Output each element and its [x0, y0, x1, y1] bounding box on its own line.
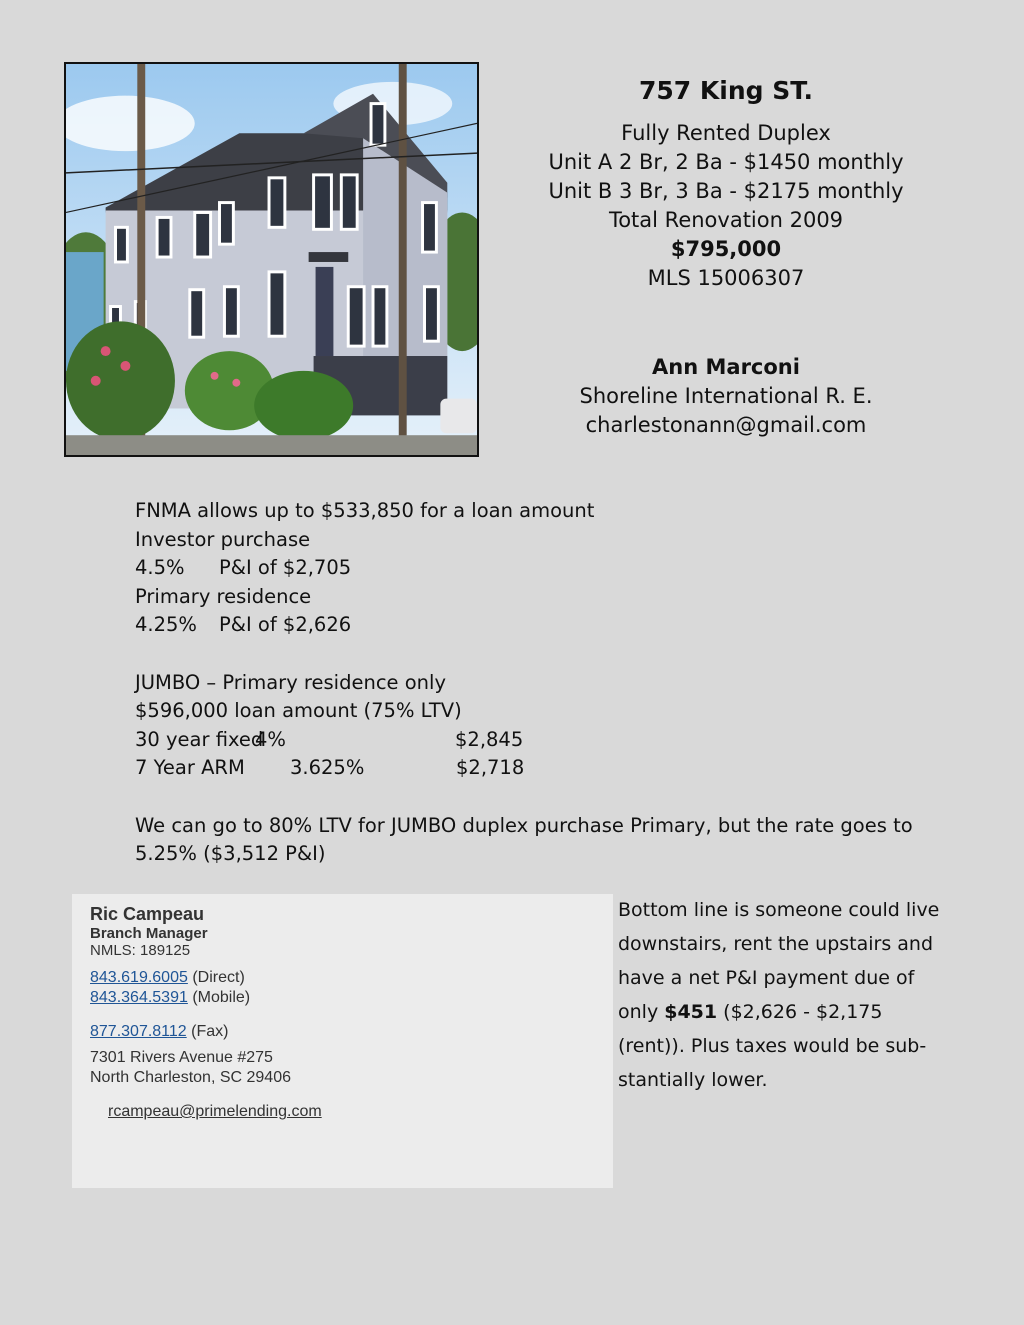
listing-info: [500, 76, 952, 440]
phone-direct-row: [90, 968, 595, 988]
agent-info: [500, 353, 952, 440]
note-calc: ($2,626 - $2,175: [717, 1001, 883, 1023]
fixed-label: 30 year fixed: [135, 727, 264, 751]
primary-rate-row: [135, 611, 915, 640]
primary-rate: 4.25%: [135, 613, 197, 637]
net-payment-amount: $451: [664, 1001, 718, 1023]
note-line: [618, 995, 958, 1029]
listing-line: Total Renovation 2009: [608, 208, 844, 232]
fnma-line: FNMA allows up to $533,850 for a loan amount: [135, 499, 595, 522]
investor-label: Investor purchase: [135, 527, 311, 551]
primary-pi: P&I of $2,626: [219, 613, 352, 637]
listing-line: Unit A 2 Br, 2 Ba - $1450 monthly: [548, 150, 904, 174]
officer-title: Branch Manager: [90, 925, 208, 942]
note-line: stantially lower.: [618, 1069, 768, 1091]
arm-label: 7 Year ARM: [135, 756, 245, 780]
agent-company: Shoreline International R. E.: [579, 384, 873, 408]
listing-line: Unit B 3 Br, 3 Ba - $2175 monthly: [548, 179, 904, 203]
phone-mobile-link[interactable]: 843.364.5391: [90, 989, 188, 1006]
address-line1: 7301 Rivers Avenue #275: [90, 1049, 273, 1066]
phone-mobile-label: (Mobile): [192, 989, 251, 1006]
note-line: downstairs, rent the upstairs and: [618, 933, 934, 955]
phone-direct-link[interactable]: 843.619.6005: [90, 969, 188, 986]
note-line: have a net P&I payment due of: [618, 967, 915, 989]
ltv-note-line2: 5.25% ($3,512 P&I): [135, 842, 326, 866]
address-line2: North Charleston, SC 29406: [90, 1069, 291, 1086]
primary-label: Primary residence: [135, 584, 312, 608]
jumbo-title: JUMBO – Primary residence only: [135, 670, 446, 694]
officer-nmls: NMLS: 189125: [90, 942, 191, 959]
spacer: [135, 783, 915, 812]
listing-line: Fully Rented Duplex: [621, 121, 831, 145]
phone-mobile-row: [90, 988, 595, 1008]
investor-rate-row: [135, 554, 915, 583]
listing-price: $795,000: [670, 237, 782, 261]
arm-rate: 3.625%: [290, 756, 365, 780]
bottom-line-note: [618, 893, 958, 1097]
jumbo-amount: $596,000 loan amount (75% LTV): [135, 699, 462, 723]
spacer: [135, 640, 915, 669]
financing-section: [135, 497, 915, 869]
note-only: only: [618, 1001, 665, 1023]
note-line: Bottom line is someone could live: [618, 899, 940, 921]
officer-name: Ric Campeau: [90, 904, 205, 924]
listing-address: 757 King ST.: [639, 76, 813, 105]
fixed-rate: 4%: [255, 727, 286, 751]
listing-mls: MLS 15006307: [647, 266, 805, 290]
email-row: [90, 1102, 595, 1122]
arm-payment: $2,718: [456, 756, 525, 780]
property-photo: [64, 62, 479, 457]
investor-pi: P&I of $2,705: [219, 556, 352, 580]
fixed-row: [135, 726, 915, 755]
fax-label: (Fax): [191, 1023, 229, 1040]
ltv-note-line1: We can go to 80% LTV for JUMBO duplex purchase Primary, but the rate goes to: [135, 813, 913, 837]
officer-email-link[interactable]: rcampeau@primelending.com: [108, 1103, 322, 1120]
agent-name: Ann Marconi: [652, 355, 800, 379]
house-illustration: [66, 64, 477, 455]
agent-email: charlestonann@gmail.com: [585, 413, 867, 437]
fax-row: [90, 1022, 595, 1042]
phone-direct-label: (Direct): [192, 969, 245, 986]
note-line: (rent)). Plus taxes would be sub-: [618, 1035, 927, 1057]
loan-officer-card: [72, 894, 613, 1188]
investor-rate: 4.5%: [135, 556, 185, 580]
fax-link[interactable]: 877.307.8112: [90, 1023, 187, 1040]
fixed-payment: $2,845: [455, 727, 524, 751]
arm-row: [135, 754, 915, 783]
